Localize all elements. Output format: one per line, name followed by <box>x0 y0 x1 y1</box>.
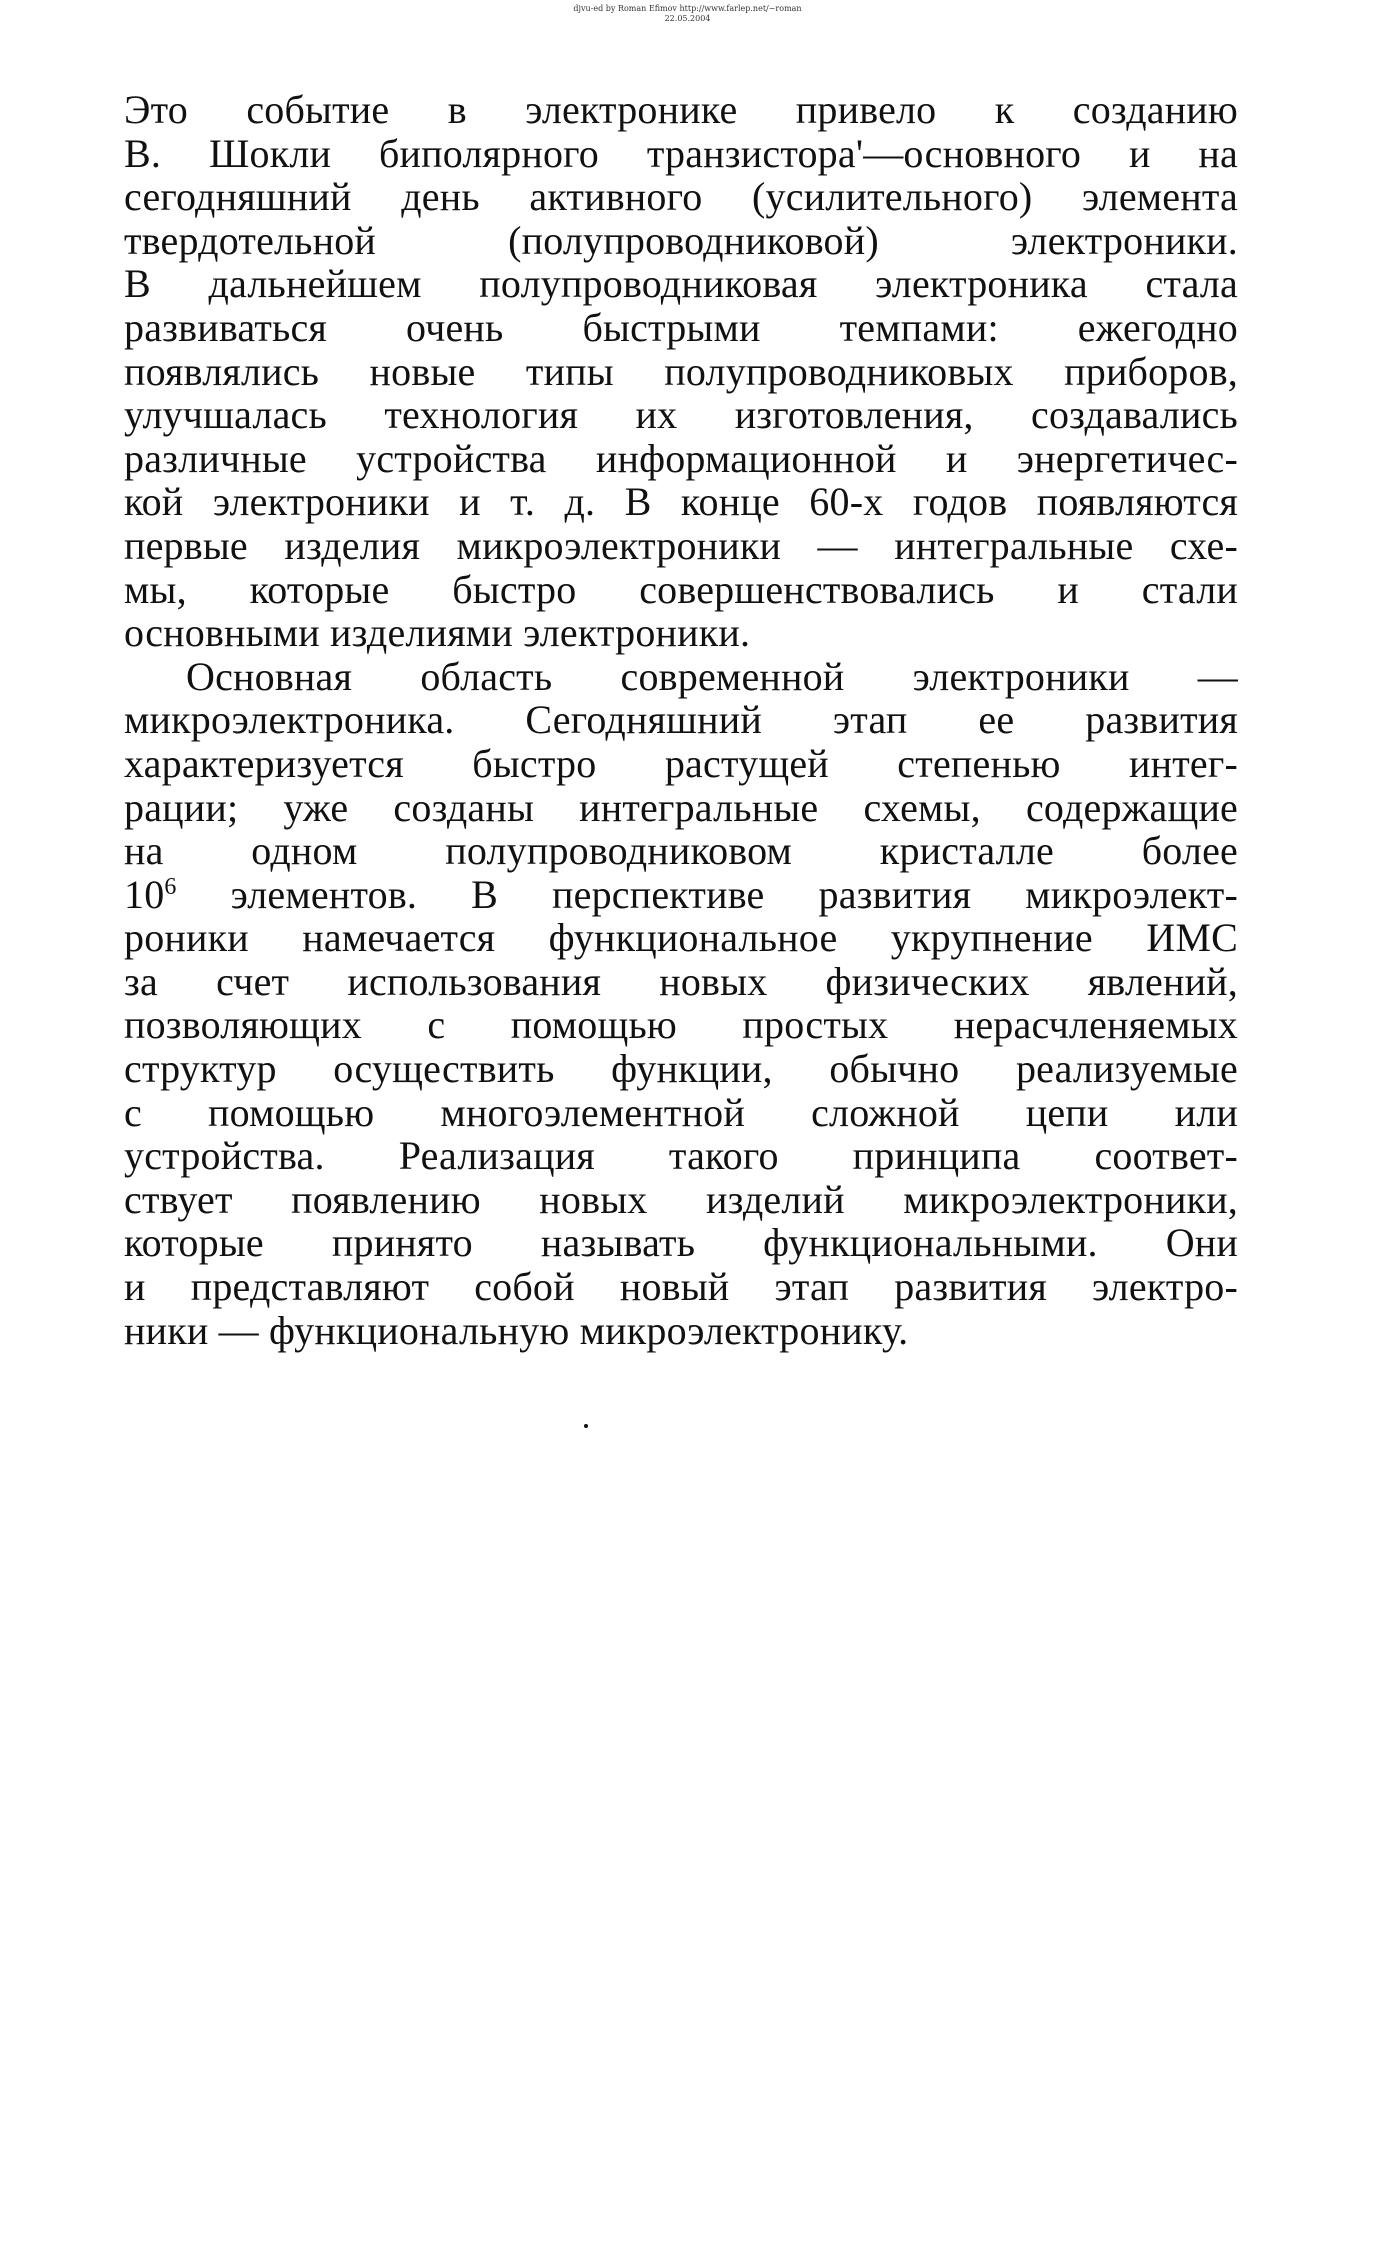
scan-credit-stamp <box>0 4 1375 24</box>
text-line: В дальнейшем полупроводниковая электроника стала <box>124 261 1238 307</box>
text-line: первые изделия микроэлектроники — интегральные схе- <box>124 522 1238 568</box>
power-exponent: 6 <box>164 873 177 900</box>
scan-date: 22.05.2004 <box>664 14 711 23</box>
text-line: основными изделиями электроники. <box>124 610 751 656</box>
text-line: позволяющих с помощью простых нерасчленяемых <box>124 1002 1238 1048</box>
text-line: ствует появлению новых изделий микроэлектроники, <box>124 1176 1238 1222</box>
text-line: улучшалась технология их изготовления, создавались <box>124 392 1238 438</box>
text-line: мы, которые быстро совершенствовались и стали <box>124 566 1238 612</box>
text-line: ники — функциональную микроэлектронику. <box>124 1307 909 1353</box>
text-line: развиваться очень быстрыми темпами: ежегодно <box>124 304 1238 350</box>
text-line: Основная область современной электроники — <box>186 653 1238 699</box>
page-body <box>124 88 1238 1352</box>
paragraph-1 <box>124 88 1238 655</box>
text-line: характеризуется быстро растущей степенью интег- <box>124 740 1238 786</box>
text-line: которые принято называть функциональными. Они <box>124 1220 1238 1266</box>
scan-speck <box>584 1424 588 1428</box>
text-line: и представляют собой новый этап развития электро- <box>124 1264 1238 1310</box>
text-line: кой электроники и т. д. В конце 60-х годов появляются <box>124 479 1238 525</box>
scan-credit-line: djvu-ed by Roman Efimov http://www.farlep.net/~roman <box>573 4 802 13</box>
text-line: сегодняшний день активного (усилительного) элемента <box>124 174 1238 220</box>
text-line: микроэлектроника. Сегодняшний этап ее развития <box>124 697 1238 743</box>
text-line: устройства. Реализация такого принципа соответ- <box>124 1133 1238 1179</box>
text-line: за счет использования новых физических явлений, <box>124 958 1238 1004</box>
line-remainder: элементов. В перспективе развития микроэлект- <box>176 871 1238 917</box>
power-base: 10 <box>124 871 165 917</box>
paragraph-2 <box>124 655 1238 1353</box>
text-line: В. Шокли биполярного транзистора'—основного и на <box>124 130 1238 176</box>
text-line: появлялись новые типы полупроводниковых приборов, <box>124 348 1238 394</box>
text-line: различные устройства информационной и энергетичес- <box>124 435 1238 481</box>
text-line-with-superscript <box>124 873 1238 917</box>
text-line: Это событие в электронике привело к созданию <box>124 87 1238 132</box>
text-line: с помощью многоэлементной сложной цепи или <box>124 1089 1238 1135</box>
text-line: твердотельной (полупроводниковой) электроники. <box>124 217 1238 263</box>
text-line: роники намечается функциональное укрупнение ИМС <box>124 915 1238 961</box>
text-line: на одном полупроводниковом кристалле более <box>124 828 1238 874</box>
text-line: рации; уже созданы интегральные схемы, содержащие <box>124 784 1238 830</box>
text-line: структур осуществить функции, обычно реализуемые <box>124 1046 1238 1092</box>
